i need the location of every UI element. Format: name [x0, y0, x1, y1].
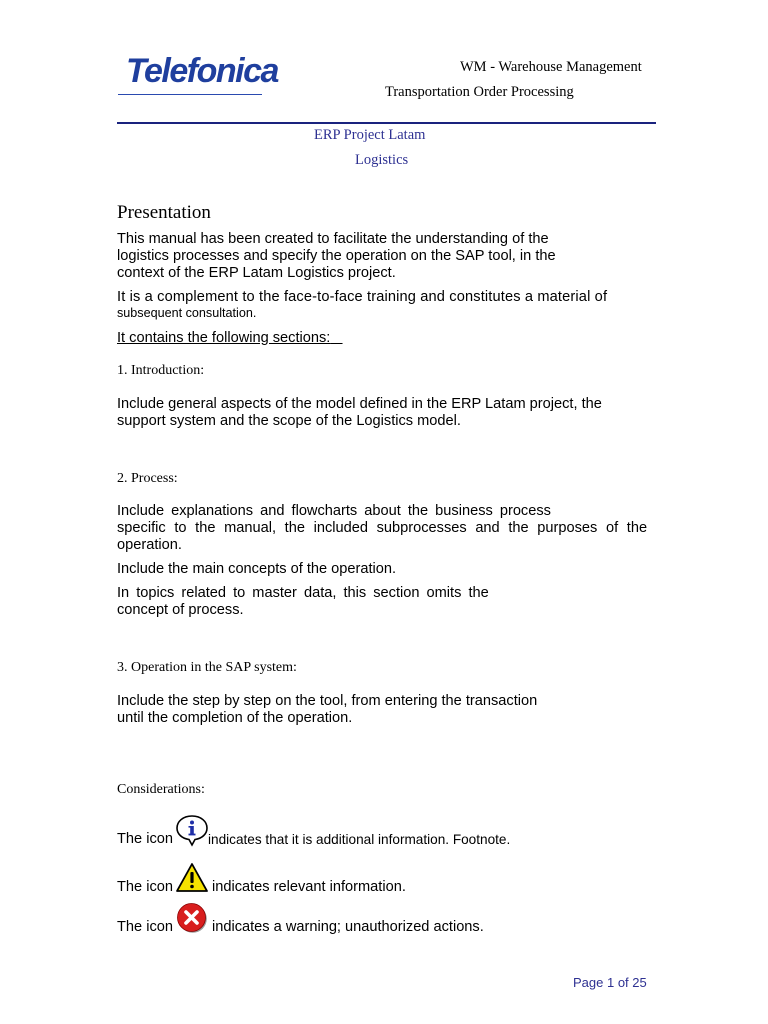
warning-triangle-icon	[175, 862, 209, 894]
project-name: ERP Project Latam	[314, 127, 426, 143]
section-3-title: 3. Operation in the SAP system:	[117, 660, 297, 675]
section-1-body	[117, 396, 602, 430]
sections-intro-text: It contains the following sections:	[117, 330, 331, 346]
section-2-line-5: In topics related to master data, this section omits the	[117, 585, 489, 601]
intro-line-1-text: This manual has been created to facilitate the understanding of the	[117, 231, 549, 247]
info-icon-description: indicates that it is additional information. Footnote.	[208, 832, 511, 847]
logo-text: Telefonica	[126, 52, 278, 90]
complement-line-2: subsequent consultation.	[117, 306, 257, 320]
warning-icon-description: indicates relevant information.	[212, 879, 406, 895]
module-name: WM - Warehouse Management	[460, 59, 642, 75]
info-icon-prefix: The icon	[117, 831, 173, 847]
sections-intro	[117, 330, 343, 347]
error-x-icon	[176, 902, 208, 934]
intro-line-2: logistics processes and specify the operation on the SAP tool, in the	[117, 248, 556, 264]
section-3-line-2: until the completion of the operation.	[117, 710, 353, 726]
intro-line-1	[117, 231, 615, 248]
info-icon	[175, 814, 209, 848]
document-subtitle: Transportation Order Processing	[385, 84, 574, 100]
section-3-body	[117, 693, 537, 727]
section-1-line-1: Include general aspects of the model defined in the ERP Latam project, the	[117, 396, 602, 412]
section-2-body	[117, 503, 647, 554]
intro-paragraph	[117, 231, 615, 282]
telefonica-logo	[118, 52, 278, 100]
considerations-title: Considerations:	[117, 782, 205, 797]
error-icon-description: indicates a warning; unauthorized actions.	[212, 919, 484, 935]
page-title: Presentation	[117, 202, 211, 223]
section-2-title: 2. Process:	[117, 471, 178, 486]
header-divider	[117, 122, 656, 124]
section-2-line-2: specific to the manual, the included subprocesses and the purposes of the	[117, 520, 648, 536]
section-1-title: 1. Introduction:	[117, 363, 205, 378]
section-2-line-1: Include explanations and flowcharts about the business process	[117, 503, 551, 519]
section-2-line-6: concept of process.	[117, 602, 244, 618]
intro-line-3: context of the ERP Latam Logistics project.	[117, 265, 396, 281]
section-1-line-2: support system and the scope of the Logistics model.	[117, 413, 461, 429]
area-name: Logistics	[355, 152, 409, 168]
warning-icon-prefix: The icon	[117, 879, 173, 895]
complement-line-1: It is a complement to the face-to-face training and constitutes a material of	[117, 289, 608, 305]
logo-underline	[118, 94, 262, 95]
section-2-line-3: operation.	[117, 537, 182, 553]
section-3-line-1: Include the step by step on the tool, from entering the transaction	[117, 693, 538, 709]
error-icon-prefix: The icon	[117, 919, 173, 935]
section-2-line-4: Include the main concepts of the operation.	[117, 561, 397, 577]
page-number: Page 1 of 25	[573, 975, 647, 990]
